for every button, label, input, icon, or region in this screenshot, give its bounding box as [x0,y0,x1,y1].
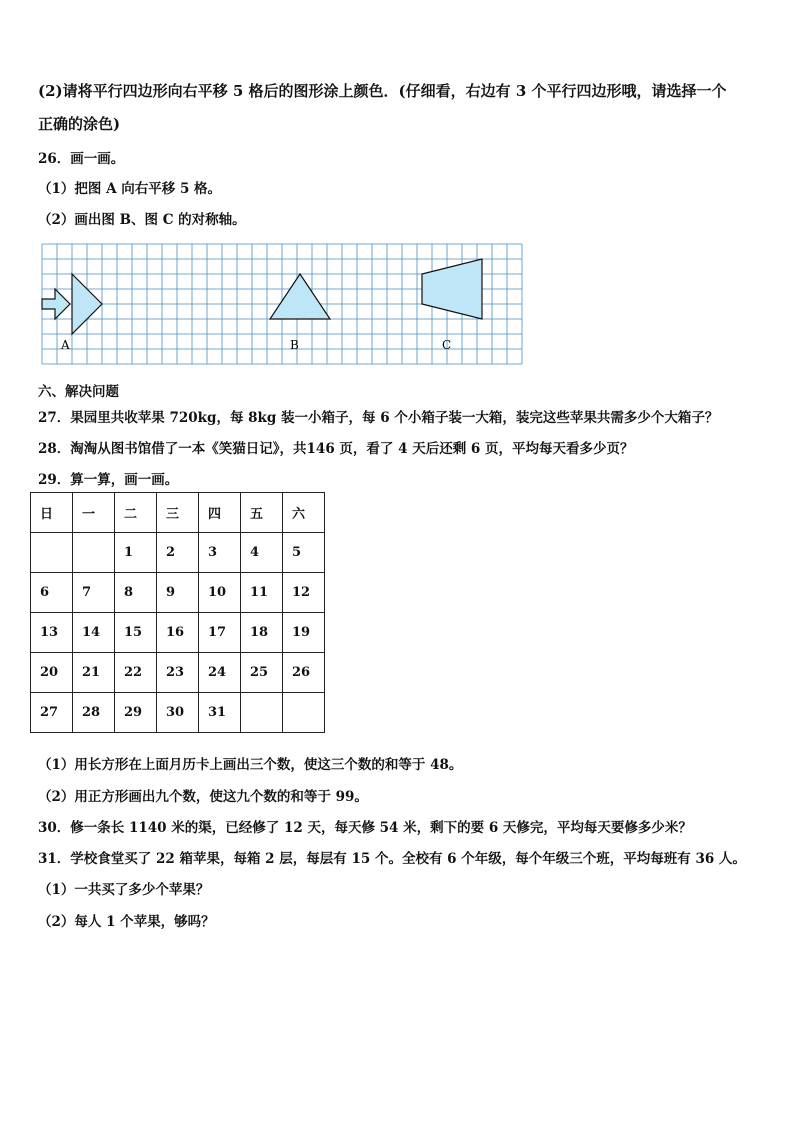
calendar-day-cell [283,693,325,733]
calendar-day-cell: 9 [157,573,199,613]
label-b: B [290,338,299,352]
calendar-day-cell: 10 [199,573,241,613]
calendar-day-cell: 4 [241,533,283,573]
calendar-header-cell: 日 [31,493,73,533]
calendar-day-cell: 14 [73,613,115,653]
q29-sub2: （2）用正方形画出九个数，使这九个数的和等于 99。 [38,789,368,805]
calendar-day-cell: 21 [73,653,115,693]
calendar-day-cell: 15 [115,613,157,653]
calendar-day-cell: 23 [157,653,199,693]
calendar-day-cell: 17 [199,613,241,653]
calendar-day-cell: 31 [199,693,241,733]
calendar-day-cell: 28 [73,693,115,733]
calendar-week-row [31,653,325,693]
calendar-header-cell: 五 [241,493,283,533]
calendar-day-cell: 8 [115,573,157,613]
q31-sub1: （1）一共买了多少个苹果？ [38,882,210,898]
q29-sub1: （1）用长方形在上面月历卡上画出三个数，使这三个数的和等于 48。 [38,757,463,773]
calendar-day-cell: 24 [199,653,241,693]
q28-text: 28．淘淘从图书馆借了一本《笑猫日记》，共146 页，看了 4 天后还剩 6 页，平均每天看多少页？ [38,441,634,457]
calendar-header-row [31,493,325,533]
calendar-day-cell: 20 [31,653,73,693]
calendar-header-cell: 三 [157,493,199,533]
calendar-header-cell: 一 [73,493,115,533]
label-c: C [442,338,452,352]
calendar-day-cell: 16 [157,613,199,653]
calendar-day-cell: 6 [31,573,73,613]
calendar-day-cell [241,693,283,733]
calendar-day-cell: 2 [157,533,199,573]
calendar-day-cell: 29 [115,693,157,733]
calendar-header-cell: 六 [283,493,325,533]
shape-c-trapezoid [422,259,482,319]
q29-title: 29．算一算，画一画。 [38,472,179,488]
calendar-day-cell: 13 [31,613,73,653]
calendar-week-row [31,693,325,733]
calendar-day-cell: 3 [199,533,241,573]
q26-sub1: （1）把图 A 向右平移 5 格。 [38,181,222,197]
calendar-day-cell: 19 [283,613,325,653]
calendar-header-cell: 四 [199,493,241,533]
q26-title: 26．画一画。 [38,151,125,167]
calendar-day-cell [31,533,73,573]
q31-sub2: （2）每人 1 个苹果，够吗？ [38,914,215,930]
calendar-header-cell: 二 [115,493,157,533]
q31-title: 31．学校食堂买了 22 箱苹果，每箱 2 层，每层有 15 个。全校有 6 个年级，每个年级三个班，平均每班有 36 人。 [38,851,746,867]
calendar-day-cell: 7 [73,573,115,613]
calendar-day-cell: 27 [31,693,73,733]
calendar-week-row [31,533,325,573]
calendar-day-cell: 26 [283,653,325,693]
calendar-day-cell: 25 [241,653,283,693]
calendar-day-cell: 22 [115,653,157,693]
calendar-day-cell: 1 [115,533,157,573]
calendar-day-cell: 11 [241,573,283,613]
calendar-day-cell [73,533,115,573]
calendar-day-cell: 30 [157,693,199,733]
calendar-week-row [31,613,325,653]
shape-a-arrow [42,289,70,319]
calendar-day-cell: 12 [283,573,325,613]
q26-sub2: （2）画出图 B、图 C 的对称轴。 [38,212,246,228]
q27-text: 27．果园里共收苹果 720kg，每 8kg 装一小箱子，每 6 个小箱子装一大箱，装完这些苹果共需多少个大箱子？ [38,410,719,426]
shape-b-triangle [270,274,330,319]
calendar-day-cell: 5 [283,533,325,573]
calendar-week-row [31,573,325,613]
calendar-day-cell: 18 [241,613,283,653]
calendar-table [30,492,325,733]
section-six-heading: 六、解决问题 [38,384,119,400]
q30-text: 30．修一条长 1140 米的渠，已经修了 12 天，每天修 54 米，剩下的要 6 天修完，平均每天要修多少米？ [38,820,692,836]
intro-line-1: (2)请将平行四边形向右平移 5 格后的图形涂上颜色．(仔细看，右边有 3 个平行四边形哦，请选择一个 [38,82,727,100]
grid-figure [40,241,530,367]
label-a: A [61,338,70,352]
intro-line-2: 正确的涂色) [38,115,121,133]
